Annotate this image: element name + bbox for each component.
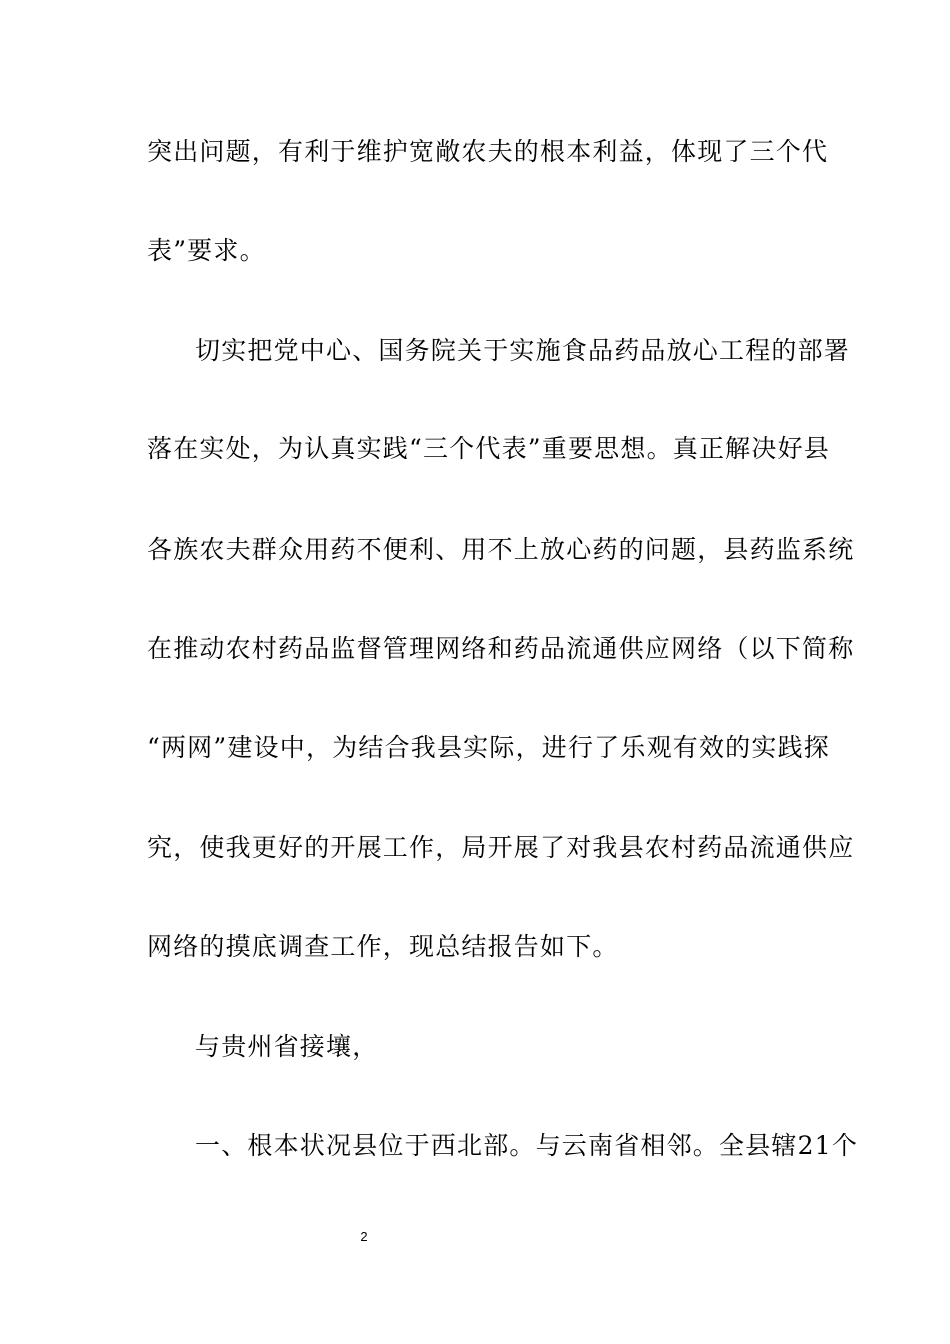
page-number: 2 [360,1229,368,1244]
paragraph-line: 在推动农村药品监督管理网络和药品流通供应网络（以下简称 [147,634,855,663]
paragraph-line: 究，使我更好的开展工作，局开展了对我县农村药品流通供应 [147,833,855,862]
paragraph-line: 落在实处，为认真实践“三个代表”重要思想。真正解决好县 [147,434,830,463]
paragraph-line: 与贵州省接壤， [195,1032,379,1061]
paragraph-line: 网络的摸底调查工作，现总结报告如下。 [147,932,619,961]
paragraph-line: 切实把党中心、国务院关于实施食品药品放心工程的部署 [195,336,851,365]
paragraph-line: “两网”建设中，为结合我县实际，进行了乐观有效的实践探 [147,733,830,762]
paragraph-line: 突出问题，有利于维护宽敞农夫的根本利益，体现了三个代 [147,137,829,166]
paragraph-line: 各族农夫群众用药不便利、用不上放心药的问题，县药监系统 [147,535,855,564]
paragraph-line: 一、根本状况县位于西北部。与云南省相邻。全县辖21个 [195,1131,859,1160]
paragraph-line: 表”要求。 [147,236,266,265]
